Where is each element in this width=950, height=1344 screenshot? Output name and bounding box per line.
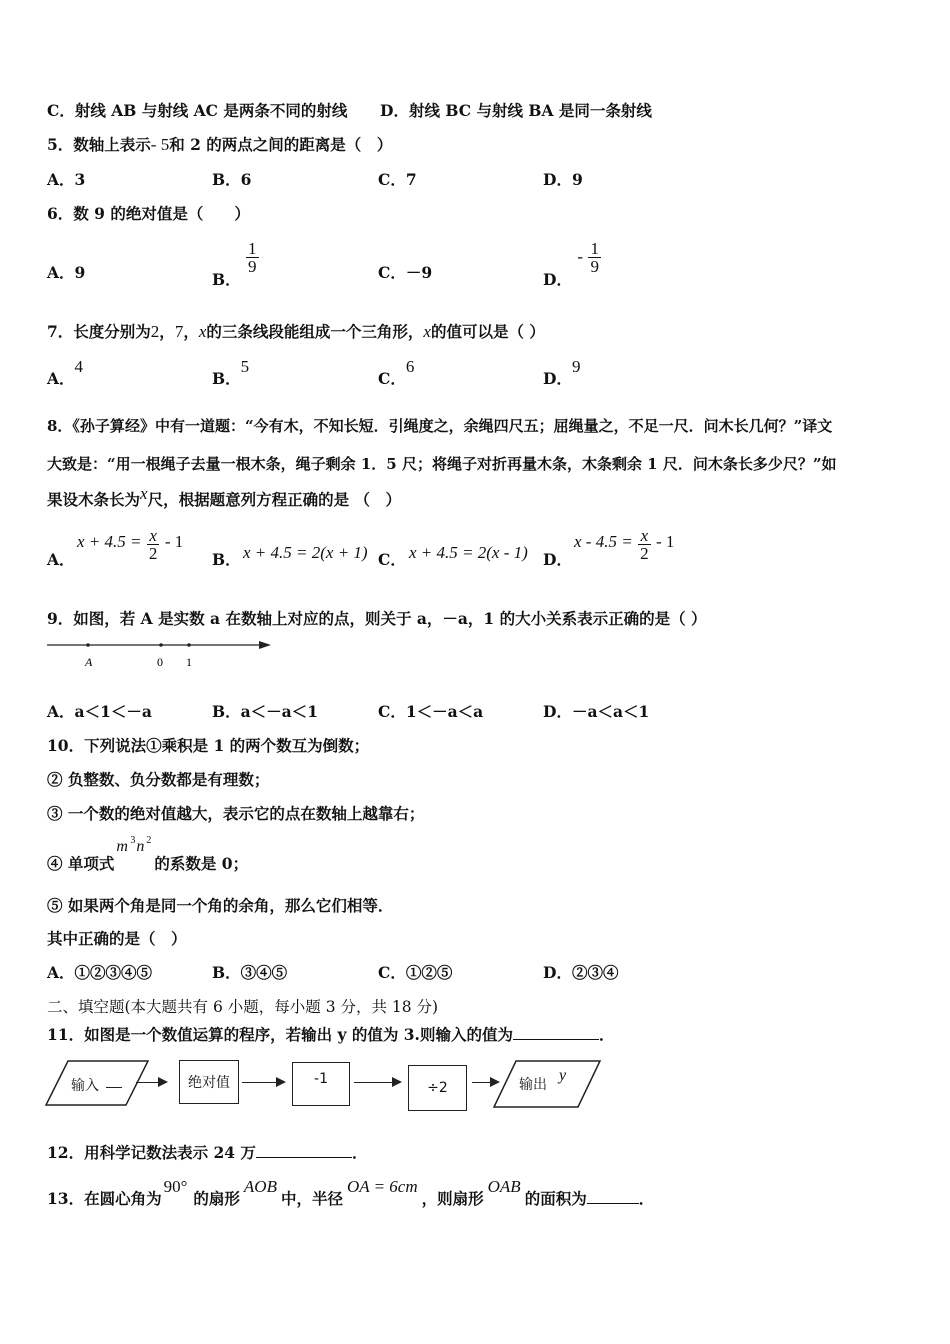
q5-option-a: A．3	[47, 170, 86, 189]
q10-option-c: C．①②⑤	[378, 963, 453, 982]
q10-option-b: B．③④⑤	[212, 963, 288, 982]
minus-sign: -	[577, 246, 584, 266]
q13-mid-3: ，则扇形	[421, 1189, 484, 1208]
q7-stem-mid: 的三条线段能组成一个三角形，	[206, 322, 424, 341]
q4-option-d: D．射线 BC 与射线 BA 是同一条射线	[380, 101, 652, 120]
q5-stem-post: 和 2 的两点之间的距离是（ ）	[169, 135, 393, 154]
fraction-numerator: 1	[590, 239, 599, 258]
section-2-title: 二、填空题(本大题共有 6 小题，每小题 3 分，共 18 分)	[47, 998, 439, 1016]
q8-line-1: 8．《孙子算经》中有一道题：“今有木，不知长短．引绳度之，余绳四尺五；屈绳量之，不足一尺．问木长几何？”译文	[47, 417, 833, 435]
q6-option-b	[212, 239, 259, 289]
q6-option-b-label: B．	[212, 269, 241, 289]
option-label: C．	[378, 369, 406, 388]
q9-option-c: C．1＜－a＜a	[378, 702, 484, 721]
q10-statement-4-pre: ④ 单项式	[47, 854, 115, 873]
fraction-numerator: 1	[248, 239, 257, 258]
q11-stem-text: 11．如图是一个数值运算的程序，若输出 y 的值为 3.则输入的值为	[47, 1025, 513, 1044]
q13-mid-2: 中，半径	[280, 1189, 343, 1208]
q7-option-d	[543, 357, 581, 389]
arrow-icon	[472, 1082, 498, 1083]
q11-stem	[47, 1023, 614, 1045]
q12-answer-blank	[256, 1141, 352, 1158]
separator: ，	[159, 322, 175, 341]
label-0: 0	[157, 655, 163, 669]
fraction-denominator: 9	[248, 257, 257, 276]
number-line-figure	[45, 635, 280, 675]
q7-option-a	[47, 357, 84, 389]
q10-ask: 其中正确的是（ ）	[47, 929, 187, 948]
point-a	[86, 643, 90, 647]
period: ．	[351, 1143, 368, 1162]
q8-variable: x	[140, 484, 148, 503]
q9-stem: 9．如图，若 A 是实数 a 在数轴上对应的点，则关于 a，－a，1 的大小关系表示正确的是（ ）	[47, 609, 707, 628]
label-1: 1	[186, 655, 192, 669]
equation-right: - 1	[164, 531, 184, 551]
q13-answer-blank	[587, 1187, 639, 1204]
q6-stem: 6．数 9 的绝对值是（ ）	[47, 204, 250, 223]
q5-stem	[47, 135, 392, 155]
option-value: 6	[405, 357, 415, 376]
q11-flowchart	[44, 1057, 604, 1115]
arrow-icon	[136, 1082, 166, 1083]
q13-mid-1: 的扇形	[193, 1189, 240, 1208]
fraction-denominator: 9	[590, 257, 599, 276]
q6-option-b-fraction	[246, 240, 259, 275]
option-label: D．	[543, 369, 572, 388]
period: ．	[598, 1025, 615, 1044]
exponent: 2	[146, 835, 152, 846]
q7-variable: x	[198, 322, 207, 341]
monomial-n: n	[136, 838, 145, 855]
q10-option-a: A．①②③④⑤	[47, 963, 153, 982]
monomial-m: m	[116, 838, 128, 855]
exponent: 3	[130, 835, 136, 846]
option-label: B．	[212, 369, 241, 388]
option-label: A．	[47, 369, 75, 388]
q12-stem	[47, 1141, 367, 1163]
q8-option-b-label: B．	[212, 550, 241, 569]
q13-sector-oab: OAB	[487, 1177, 521, 1196]
separator: ，	[183, 322, 199, 341]
q10-statement-2: ② 负整数、负分数都是有理数；	[47, 770, 270, 789]
flow-minus-box: -1	[292, 1062, 350, 1106]
fraction-denominator: 2	[148, 544, 158, 563]
q13-post: 的面积为	[524, 1189, 587, 1208]
flow-abs-box: 绝对值	[179, 1060, 239, 1104]
q7-variable: x	[423, 322, 431, 341]
equation-fraction	[638, 527, 651, 562]
q8-line-3	[47, 484, 401, 510]
q7-length-2: 7	[174, 322, 184, 341]
equation-right: - 1	[656, 531, 675, 551]
number-line-arrow-icon	[259, 641, 271, 649]
q5-option-d: D．9	[543, 170, 583, 189]
q7-stem-post: 的值可以是（ ）	[430, 322, 545, 341]
q10-stem: 10．下列说法①乘积是 1 的两个数互为倒数；	[47, 736, 370, 755]
equation-left: x + 4.5 =	[77, 531, 142, 551]
arrow-icon	[354, 1082, 400, 1083]
q9-option-d: D．－a＜a＜1	[543, 702, 650, 721]
option-value: 5	[240, 357, 250, 376]
q10-option-d: D．②③④	[543, 963, 619, 982]
q10-statement-3: ③ 一个数的绝对值越大，表示它的点在数轴上越靠右；	[47, 804, 425, 823]
point-1	[187, 643, 191, 647]
q10-statement-4	[47, 835, 249, 874]
q8-line-3-pre: 果设木条长为	[47, 490, 141, 509]
fraction-denominator: 2	[640, 544, 649, 563]
q8-option-d-label: D．	[543, 550, 572, 569]
q8-option-c-label: C．	[378, 550, 406, 569]
q7-stem-pre: 7．长度分别为	[47, 322, 151, 341]
option-value: 4	[74, 357, 84, 376]
q7-stem	[47, 322, 545, 342]
fraction-numerator: x	[149, 526, 157, 545]
equation-left: x - 4.5 =	[574, 531, 633, 551]
q5-stem-pre: 5．数轴上表示	[47, 135, 151, 154]
period: ．	[638, 1189, 655, 1208]
q8-option-a-equation	[77, 527, 183, 562]
q9-number-line	[45, 635, 280, 675]
q5-number: - 5	[150, 135, 170, 154]
q8-option-d-equation	[574, 527, 674, 562]
q6-option-d-fraction	[588, 240, 601, 275]
q6-option-c: C．－9	[378, 263, 433, 282]
q5-option-c: C．7	[378, 170, 417, 189]
q4-option-c: C．射线 AB 与射线 AC 是两条不同的射线	[47, 101, 348, 120]
q6-option-d	[543, 239, 601, 289]
label-a: A	[85, 655, 93, 669]
q11-answer-blank	[513, 1023, 599, 1040]
q8-option-c-equation: x + 4.5 = 2(x - 1)	[409, 543, 528, 562]
q7-option-c	[378, 357, 415, 389]
q13-stem	[47, 1177, 655, 1209]
monomial	[114, 835, 154, 869]
arrow-icon	[242, 1082, 284, 1083]
q8-line-3-post: 尺，根据题意列方程正确的是 （ ）	[147, 490, 401, 509]
q9-option-b: B．a＜－a＜1	[212, 702, 318, 721]
fraction-numerator: x	[640, 526, 649, 545]
q5-option-b: B．6	[212, 170, 252, 189]
option-value: 9	[571, 357, 581, 376]
q10-statement-5: ⑤ 如果两个角是同一个角的余角，那么它们相等．	[47, 896, 394, 915]
output-parallelogram	[494, 1061, 600, 1107]
flow-output-variable: y	[559, 1067, 567, 1084]
q7-option-b	[212, 357, 250, 389]
q6-option-a: A．9	[47, 263, 86, 282]
q9-option-a: A．a＜1＜－a	[47, 702, 152, 721]
point-0	[159, 643, 163, 647]
q6-option-d-label: D．	[543, 269, 572, 289]
q8-option-b-equation: x + 4.5 = 2(x + 1)	[243, 543, 368, 562]
q13-radius: OA = 6cm	[346, 1177, 418, 1196]
q7-length-1: 2	[150, 322, 160, 341]
q13-pre: 13．在圆心角为	[47, 1189, 162, 1208]
q8-line-2: 大致是：“用一根绳子去量一根木条，绳子剩余 1．5 尺；将绳子对折再量木条，木条剩余 1 尺．问木条长多少尺？”如	[47, 455, 837, 473]
flow-output-label: 输出	[519, 1077, 547, 1093]
q10-statement-4-post: 的系数是 0；	[154, 854, 249, 873]
flow-input-label: 输入	[71, 1078, 99, 1094]
flow-input-blank	[106, 1087, 122, 1088]
q13-angle: 90°	[163, 1177, 188, 1196]
q8-option-a-label: A．	[47, 550, 75, 569]
flow-div-box: ÷2	[408, 1065, 467, 1111]
q12-stem-text: 12．用科学记数法表示 24 万	[47, 1143, 256, 1162]
equation-fraction	[147, 527, 160, 562]
q13-sector-aob: AOB	[243, 1177, 277, 1196]
